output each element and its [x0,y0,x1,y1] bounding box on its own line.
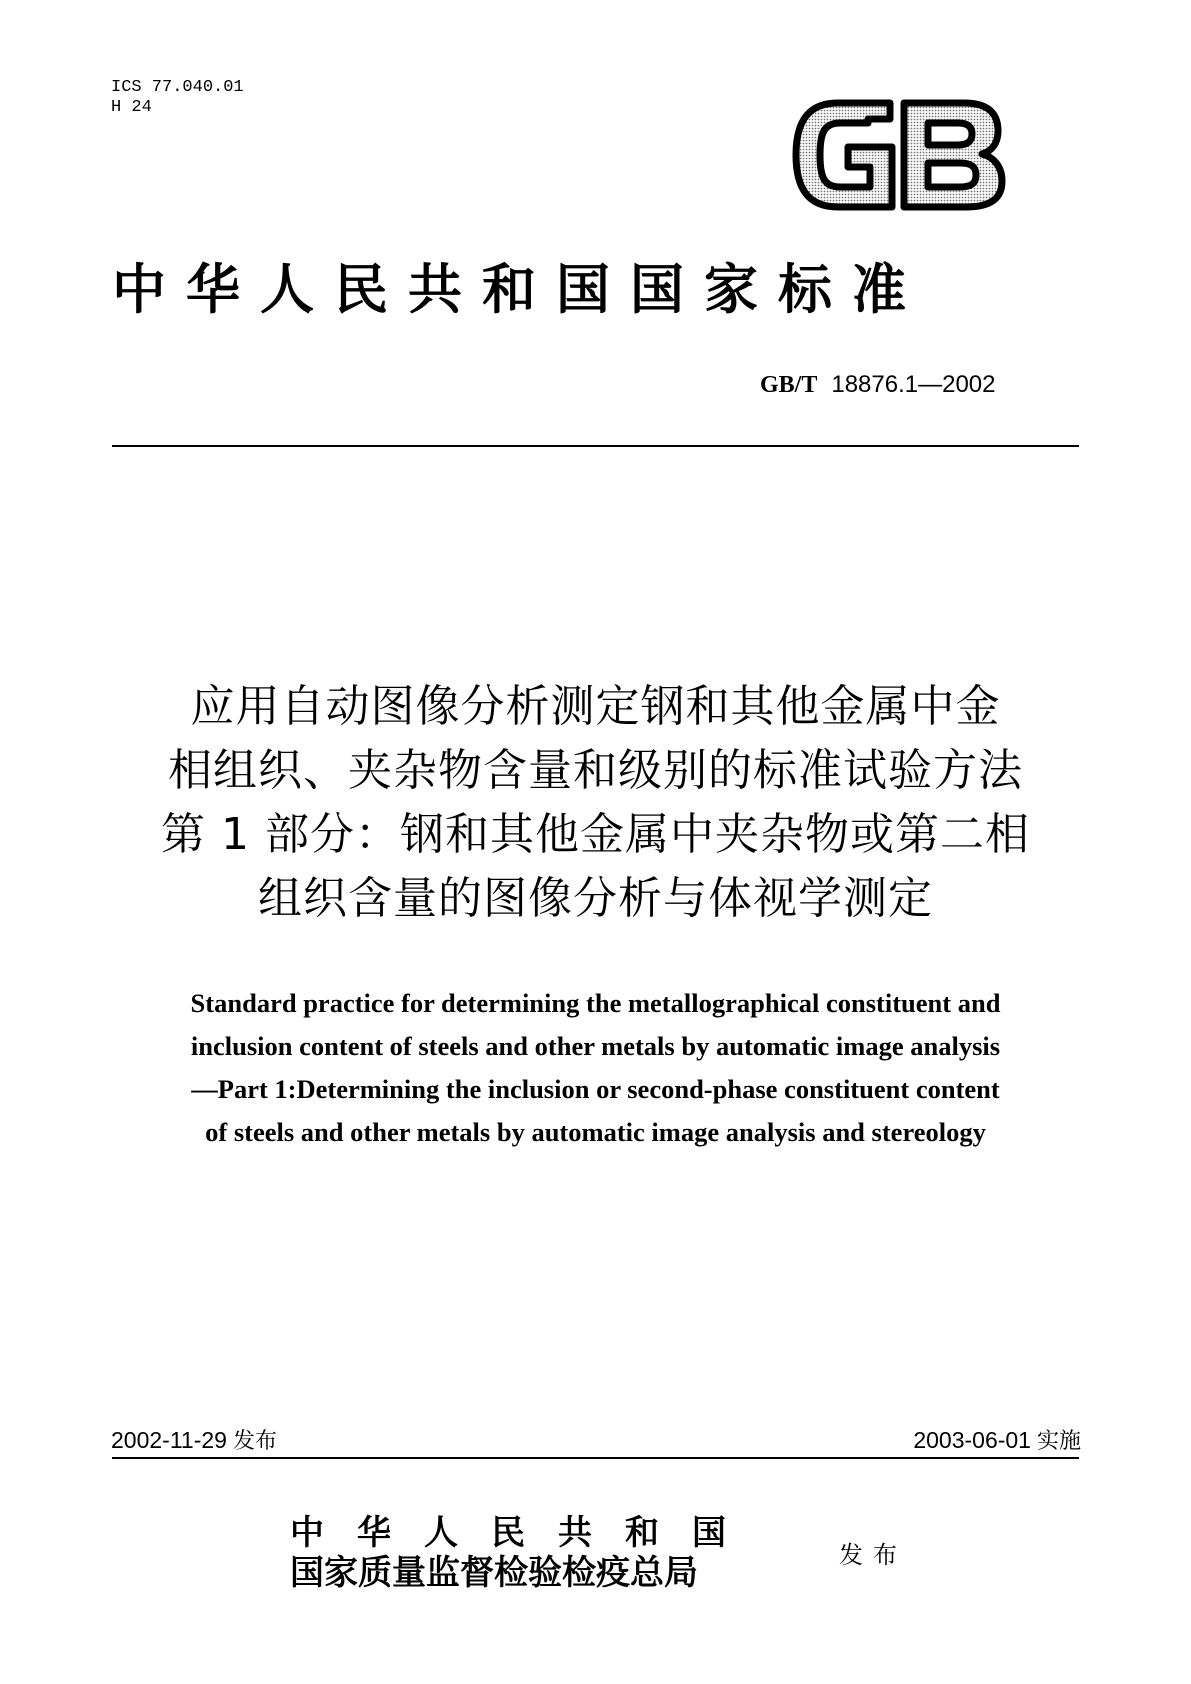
top-divider [112,445,1079,447]
issuer-line-agency: 国家质量监督检验检疫总局 [290,1553,698,1593]
issue-date-label: 发布 [232,1429,277,1454]
standard-number [760,370,996,399]
english-title [90,982,1101,1154]
ccs-code: H 24 [111,98,152,117]
chinese-title-line: 第 1 部分：钢和其他金属中夹杂物或第二相 [161,809,1030,860]
bottom-divider [112,1457,1079,1459]
chinese-title [80,675,1111,931]
issue-date [111,1424,277,1455]
english-title-line: of steels and other metals by automatic image analysis and stereology [205,1117,986,1147]
issuer-action: 发布 [839,1541,907,1569]
ics-code: ICS 77.040.01 [111,78,244,97]
issuing-authority [290,1513,759,1593]
chinese-title-line: 应用自动图像分析测定钢和其他金属中金 [190,681,1001,732]
english-title-line: —Part 1:Determining the inclusion or second-phase constituent content [191,1074,1000,1104]
chinese-title-line: 组织含量的图像分析与体视学测定 [258,873,933,924]
effective-date [913,1424,1081,1455]
issue-date-value: 2002-11-29 [111,1427,227,1453]
standard-code: 18876.1—2002 [831,371,996,398]
issuer-line-country: 中华人民共和国 [290,1513,759,1553]
gb-logo [790,97,1006,213]
english-title-line: inclusion content of steels and other metals by automatic image analysis [190,1031,1001,1061]
national-standard-title: 中华人民共和国国家标准 [112,257,926,321]
standard-prefix: GB/T [760,372,818,398]
effective-date-label: 实施 [1036,1429,1081,1454]
classification-codes [111,78,244,118]
chinese-title-line: 相组织、夹杂物含量和级别的标准试验方法 [168,745,1023,796]
english-title-line: Standard practice for determining the metallographical constituent and [190,988,1001,1018]
effective-date-value: 2003-06-01 [913,1427,1031,1453]
gb-logo-graphic [790,97,1006,213]
